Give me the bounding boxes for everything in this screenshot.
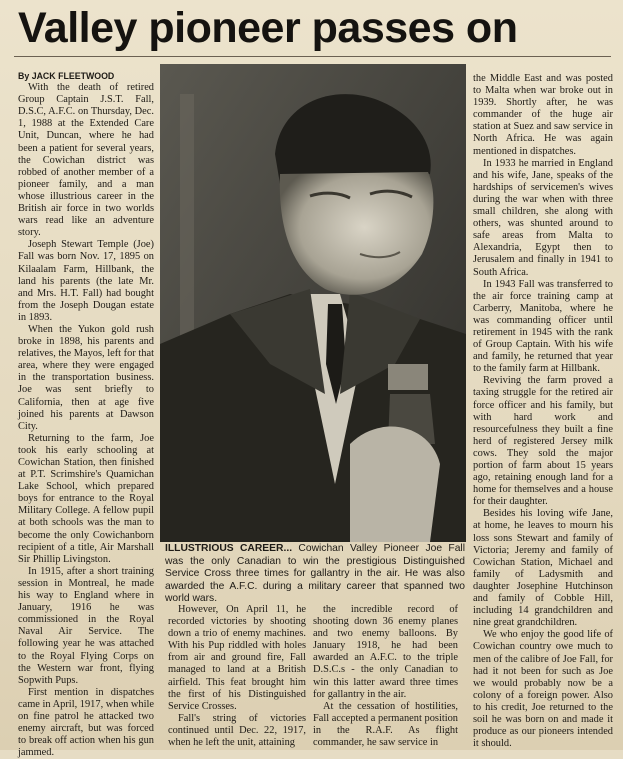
paragraph: First mention in dispatches came in April, 1917, when while on fine patrol he attacked two enemy aircraft, but was forced to break off action when his gun jammed. — [18, 686, 154, 759]
byline: By JACK FLEETWOOD — [18, 71, 115, 81]
headline: Valley pioneer passes on — [18, 4, 518, 52]
paragraph: Reviving the farm proved a taxing struggle for the retired air force officer and his family, but with hard work and resourcefulness they built a fine herd of registered Jersey milk cows. They sold the major portion of farm about 15 years ago, retaining enough land for a home for themselves and a house for their daughter. — [473, 375, 613, 508]
article-column-1 — [18, 70, 154, 759]
caption-lead: ILLUSTRIOUS CAREER... — [165, 543, 293, 554]
portrait-illustration — [160, 64, 466, 542]
paragraph: With the death of retired Group Captain J.S.T. Fall, D.S.C, A.F.C. on Thursday, Dec. 1, 1988 at the Extended Care Unit, Duncan, where he had been a patient for several years, the Cowichan district was robbed of another member of a pioneer family, and a man whose illustrious career in the British air force in two worlds wars read like an adventure story. — [18, 82, 154, 239]
paragraph: Fall's string of victories continued until Dec. 22, 1917, when he left the unit, attaining — [168, 712, 306, 749]
portrait-photo — [160, 64, 466, 542]
article-column-4 — [473, 73, 613, 748]
paragraph: the incredible record of shooting down 36 enemy planes and two enemy balloons. By January 1918, he had been awarded an A.F.C. to the triple D.S.C.s - the only Canadian to win this latter award three times for gallantry in the air. — [313, 604, 458, 700]
paragraph: In 1943 Fall was transferred to the air force training camp at Carberry, Manitoba, where he was commanding officer until retirement in 1945 with the rank of Group Captain. With his wife and family, he returned that year to the family farm at Hillbank. — [473, 278, 613, 375]
paragraph: However, On April 11, he recorded victories by shooting down a trio of enemy machines. With his Pup riddled with holes from air and ground fire, Fall managed to land at a British airfield. This feat brought him the first of his Distinguished Service Crosses. — [168, 604, 306, 712]
paragraph: In 1933 he married in England and his wife, Jane, speaks of the hardships of servicemen's wives during the war when with three small children, she along with others, was shunted around to safe areas from Malta to Alexandria, Egypt then to Jerusalem and finally in 1941 to South Africa. — [473, 157, 613, 278]
paragraph: In 1915, after a short training session in Montreal, he made his way to England where in January, 1916 he was commissioned in the Royal Naval Air Service. The following year he was attached to the Royal Flying Corps on the Western war front, flying Sopwith Pups. — [18, 565, 154, 686]
photo-caption — [165, 543, 465, 605]
paragraph: At the cessation of hostilities, Fall accepted a permanent position in the R.A.F. As flight commander, he saw service in — [313, 700, 458, 749]
paragraph: We who enjoy the good life of Cowichan country owe much to men of the calibre of Joe Fall, for had it not been for such as Joe we would probably now be a colony of a foreign power. Also to his credit, Joe returned to the soil he was born on and made it produce as our pioneers intended it should. — [473, 629, 613, 750]
paragraph: Besides his loving wife Jane, at home, he leaves to mourn his loss sons Stewart and family of Victoria; Jeremy and family of Cowichan Station, Michael and family of Ladysmith and daughter Josephine Hutchinson and family of Cobble Hill, including 14 grandchildren and nine great grandchildren. — [473, 508, 613, 629]
headline-rule — [14, 56, 611, 57]
paragraph: Returning to the farm, Joe took his early schooling at Cowichan Station, then finished at P.T. Scrimshire's Quamichan Lake School, which prepared boys for entrance to the Royal Military College. A fellow pupil at both schools was the man to become the only Cowichanborn recipient of a title, Air Marshall Sir Phillip Livingston. — [18, 432, 154, 565]
caption-text: Cowichan Valley Pioneer Joe Fall was the only Canadian to win the prestigious Distinguished Service Cross three times for gallantry in the air. He was also awarded the A.F.C. during a military career that spanned two world wars. — [165, 543, 465, 605]
paragraph: the Middle East and was posted to Malta when war broke out in 1939. Shortly after, he was commander of the huge air station at Suez and saw service in North Africa. He was again mentioned in dispatches. — [473, 73, 613, 157]
article-column-3 — [313, 604, 458, 748]
paragraph: Joseph Stewart Temple (Joe) Fall was born Nov. 17, 1895 on Kilaalam Farm, Hillbank, the land his parents (the late Mr. and Mrs. H.T. Fall) had bought from the Joseph Dougan estate in 1893. — [18, 239, 154, 323]
article-column-2 — [168, 604, 306, 748]
paragraph: When the Yukon gold rush broke in 1898, his parents and relatives, the Mayos, left for that area, where they were engaged in the transportation business. Joe was sent briefly to California, then at age five joined his parents at Dawson City. — [18, 323, 154, 432]
